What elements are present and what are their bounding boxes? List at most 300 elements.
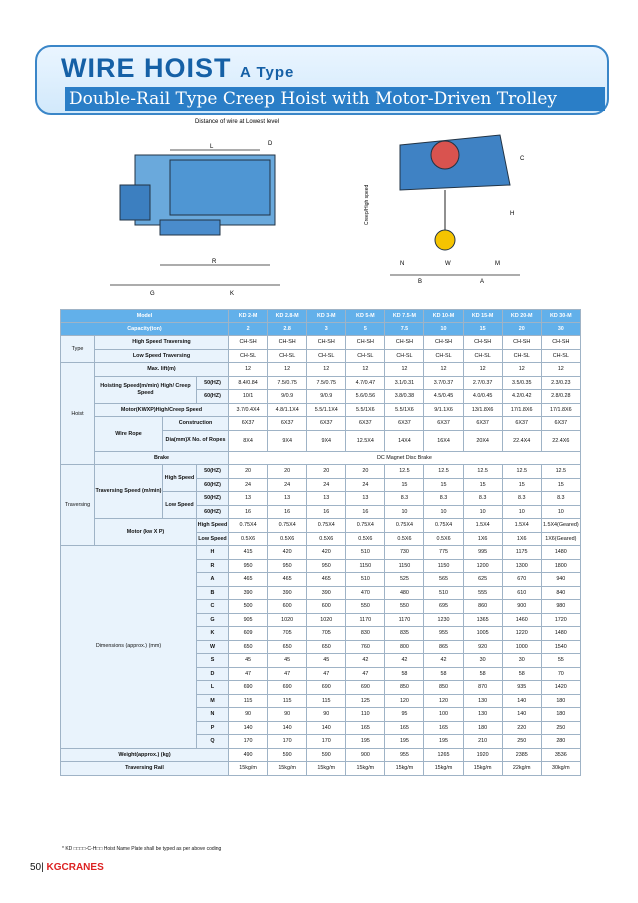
brand-logo: KGCRANES: [46, 862, 104, 873]
table-cell: 180: [541, 708, 580, 722]
table-cell: 13: [229, 492, 268, 506]
table-cell: 4.7/0.47: [346, 376, 385, 390]
creep-label: Creep/High speed: [364, 184, 370, 225]
table-row: [61, 748, 581, 762]
dim-key: S: [197, 654, 229, 668]
capacity-value: 3: [307, 323, 346, 336]
table-cell: 610: [502, 586, 541, 600]
table-cell: 4.5/0.45: [424, 390, 463, 404]
table-cell: 10: [502, 505, 541, 519]
table-cell: Low Speed Traversing: [95, 349, 229, 363]
table-cell: 42: [424, 654, 463, 668]
table-cell: 1X6(Geared): [541, 532, 580, 546]
table-cell: 12.5: [424, 465, 463, 479]
table-cell: 2.3/0.23: [541, 376, 580, 390]
table-cell: 870: [463, 681, 502, 695]
table-cell: 130: [463, 708, 502, 722]
table-cell: CH-SH: [307, 336, 346, 350]
table-cell: 24: [346, 478, 385, 492]
table-cell: 140: [268, 721, 307, 735]
table-cell: 7.5/0.75: [307, 376, 346, 390]
table-cell: Motor(KWXP)High/Creep Speed: [95, 403, 229, 417]
table-cell: 390: [307, 586, 346, 600]
table-cell: 955: [385, 748, 424, 762]
table-cell: 50(HZ): [197, 376, 229, 390]
table-cell: Brake: [95, 451, 229, 465]
model-name: KD 7.5-M: [385, 310, 424, 323]
table-cell: 13: [307, 492, 346, 506]
table-cell: 935: [502, 681, 541, 695]
table-cell: 0.5X6: [229, 532, 268, 546]
table-row: [61, 546, 581, 560]
table-cell: 12: [463, 363, 502, 377]
table-cell: 3.8/0.38: [385, 390, 424, 404]
table-cell: 905: [229, 613, 268, 627]
footer: 50| KGCRANES: [30, 862, 104, 873]
table-cell: 15: [541, 478, 580, 492]
table-cell: 90: [268, 708, 307, 722]
table-cell: 165: [424, 721, 463, 735]
table-cell: 690: [229, 681, 268, 695]
table-row: [61, 403, 581, 417]
table-cell: CH-SH: [541, 336, 580, 350]
table-cell: 12: [346, 363, 385, 377]
dim-key: D: [197, 667, 229, 681]
table-cell: 10: [424, 505, 463, 519]
table-cell: 6X37: [385, 417, 424, 431]
capacity-value: 30: [541, 323, 580, 336]
table-cell: 22.4X4: [502, 430, 541, 451]
table-cell: 120: [385, 694, 424, 708]
page-title: WIRE HOIST A Type: [61, 53, 295, 83]
table-cell: 6X37: [307, 417, 346, 431]
table-cell: CH-SL: [346, 349, 385, 363]
capacity-value: 5: [346, 323, 385, 336]
table-cell: 130: [463, 694, 502, 708]
table-cell: 58: [385, 667, 424, 681]
capacity-value: 20: [502, 323, 541, 336]
table-cell: 1265: [424, 748, 463, 762]
table-cell: 170: [229, 735, 268, 749]
table-cell: 0.75X4: [268, 519, 307, 533]
table-cell: 470: [346, 586, 385, 600]
table-cell: 8.3: [424, 492, 463, 506]
table-cell: 3.7/0.37: [424, 376, 463, 390]
table-cell: 24: [229, 478, 268, 492]
model-name: KD 20-M: [502, 310, 541, 323]
table-cell: 17/1.8X6: [502, 403, 541, 417]
table-cell: Motor (kw X P): [95, 519, 197, 546]
table-cell: 15: [463, 478, 502, 492]
table-cell: 20: [229, 465, 268, 479]
table-cell: Hoisting Speed(m/min) High/ Creep Speed: [95, 376, 197, 403]
table-cell: 0.75X4: [346, 519, 385, 533]
table-cell: 6X37: [229, 417, 268, 431]
table-cell: 250: [502, 735, 541, 749]
table-cell: CH-SL: [229, 349, 268, 363]
table-cell: 5.5/1X6: [346, 403, 385, 417]
table-cell: 16X4: [424, 430, 463, 451]
table-cell: 415: [229, 546, 268, 560]
table-cell: 60(HZ): [197, 478, 229, 492]
table-cell: 47: [268, 667, 307, 681]
table-cell: 165: [385, 721, 424, 735]
table-row: [61, 310, 581, 323]
table-row: [61, 323, 581, 336]
table-cell: 24: [268, 478, 307, 492]
table-cell: 58: [424, 667, 463, 681]
table-cell: 900: [502, 600, 541, 614]
table-cell: 12: [541, 363, 580, 377]
table-cell: 165: [346, 721, 385, 735]
table-cell: 15kg/m: [346, 762, 385, 776]
table-cell: DC Magnet Disc Brake: [229, 451, 581, 465]
capacity-header: Capacity(ton): [61, 323, 229, 336]
table-cell: 47: [307, 667, 346, 681]
table-cell: 13/1.8X6: [463, 403, 502, 417]
table-cell: 50(HZ): [197, 492, 229, 506]
table-cell: CH-SL: [268, 349, 307, 363]
hoist-drawing: [100, 115, 540, 300]
table-row: [61, 451, 581, 465]
table-cell: 15: [502, 478, 541, 492]
model-header: Model: [61, 310, 229, 323]
table-cell: Construction: [163, 417, 229, 431]
note: * KD □□□□-C-H□□ Hoist Name Plate shall be typed as per above coding: [62, 846, 222, 852]
dim-K: K: [230, 291, 235, 297]
table-cell: 15kg/m: [385, 762, 424, 776]
table-cell: 1150: [385, 559, 424, 573]
table-cell: 6X37: [541, 417, 580, 431]
model-name: KD 3-M: [307, 310, 346, 323]
table-cell: 45: [307, 654, 346, 668]
table-cell: 800: [385, 640, 424, 654]
table-cell: 8X4: [229, 430, 268, 451]
table-cell: 465: [268, 573, 307, 587]
table-cell: 9X4: [268, 430, 307, 451]
table-cell: 6X37: [502, 417, 541, 431]
table-cell: 1460: [502, 613, 541, 627]
table-cell: 830: [346, 627, 385, 641]
table-cell: 8.3: [463, 492, 502, 506]
table-cell: 3536: [541, 748, 580, 762]
table-cell: 760: [346, 640, 385, 654]
table-cell: 705: [307, 627, 346, 641]
table-cell: 42: [346, 654, 385, 668]
group-hoist: Hoist: [61, 363, 95, 465]
table-cell: 1540: [541, 640, 580, 654]
table-cell: 3.7/0.4X4: [229, 403, 268, 417]
table-cell: CH-SH: [268, 336, 307, 350]
table-cell: 565: [424, 573, 463, 587]
table-cell: 22kg/m: [502, 762, 541, 776]
table-cell: 47: [346, 667, 385, 681]
table-cell: CH-SH: [424, 336, 463, 350]
dim-C: C: [520, 156, 525, 162]
table-cell: 195: [385, 735, 424, 749]
table-cell: 12.5: [502, 465, 541, 479]
table-cell: 0.5X6: [346, 532, 385, 546]
table-cell: 280: [541, 735, 580, 749]
table-cell: 3.5/0.35: [502, 376, 541, 390]
table-cell: 480: [385, 586, 424, 600]
table-cell: Weight(approx.) (kg): [61, 748, 229, 762]
table-cell: 980: [541, 600, 580, 614]
table-cell: 60(HZ): [197, 505, 229, 519]
table-cell: Dia(mm)X No. of Ropes: [163, 430, 229, 451]
table-cell: 1300: [502, 559, 541, 573]
dim-L: L: [210, 144, 214, 150]
table-cell: 9X4: [307, 430, 346, 451]
table-cell: 0.5X6: [268, 532, 307, 546]
dim-key: K: [197, 627, 229, 641]
table-cell: 1150: [424, 559, 463, 573]
dim-key: W: [197, 640, 229, 654]
table-cell: 0.75X4: [385, 519, 424, 533]
table-cell: 465: [307, 573, 346, 587]
group-type: Type: [61, 336, 95, 363]
table-cell: 510: [424, 586, 463, 600]
table-cell: 9/0.9: [268, 390, 307, 404]
table-cell: 1800: [541, 559, 580, 573]
table-cell: 695: [424, 600, 463, 614]
table-cell: 1230: [424, 613, 463, 627]
table-cell: 0.75X4: [307, 519, 346, 533]
table-cell: 1150: [346, 559, 385, 573]
model-name: KD 2.8-M: [268, 310, 307, 323]
table-cell: 14X4: [385, 430, 424, 451]
table-cell: CH-SH: [385, 336, 424, 350]
table-row: [61, 465, 581, 479]
table-cell: 650: [268, 640, 307, 654]
table-cell: CH-SL: [424, 349, 463, 363]
table-cell: 2.8/0.28: [541, 390, 580, 404]
table-cell: 24: [307, 478, 346, 492]
table-cell: 30: [463, 654, 502, 668]
dim-G: G: [150, 291, 155, 297]
table-cell: 20X4: [463, 430, 502, 451]
table-cell: 60(HZ): [197, 390, 229, 404]
table-cell: 47: [229, 667, 268, 681]
table-cell: 12: [502, 363, 541, 377]
table-cell: Traversing Rail: [61, 762, 229, 776]
table-cell: 1480: [541, 627, 580, 641]
table-cell: 1170: [385, 613, 424, 627]
model-name: KD 10-M: [424, 310, 463, 323]
table-cell: 690: [307, 681, 346, 695]
table-cell: 1X6: [502, 532, 541, 546]
table-cell: 16: [307, 505, 346, 519]
table-cell: 6X37: [463, 417, 502, 431]
table-cell: 835: [385, 627, 424, 641]
group-traversing: Traversing: [61, 465, 95, 546]
table-cell: 7.5/0.75: [268, 376, 307, 390]
table-cell: 850: [385, 681, 424, 695]
table-cell: 115: [268, 694, 307, 708]
table-cell: 12.5X4: [346, 430, 385, 451]
table-cell: 2385: [502, 748, 541, 762]
table-cell: CH-SH: [502, 336, 541, 350]
dim-M: M: [495, 261, 500, 267]
table-cell: 140: [502, 694, 541, 708]
table-cell: 115: [307, 694, 346, 708]
dim-key: G: [197, 613, 229, 627]
table-cell: 170: [307, 735, 346, 749]
table-cell: 12.5: [541, 465, 580, 479]
page-subtitle: Double-Rail Type Creep Hoist with Motor-Driven Trolley: [65, 87, 605, 111]
model-name: KD 30-M: [541, 310, 580, 323]
table-cell: 900: [346, 748, 385, 762]
table-cell: 2.7/0.37: [463, 376, 502, 390]
table-cell: 6X37: [424, 417, 463, 431]
table-cell: CH-SH: [229, 336, 268, 350]
table-cell: High Speed Traversing: [95, 336, 229, 350]
table-cell: 16: [268, 505, 307, 519]
dim-B: B: [418, 279, 423, 285]
table-cell: Traversing Speed (m/min): [95, 465, 163, 519]
table-cell: 0.5X6: [385, 532, 424, 546]
table-cell: 125: [346, 694, 385, 708]
table-cell: 12.5: [463, 465, 502, 479]
spec-table: [60, 309, 581, 776]
dim-key: A: [197, 573, 229, 587]
table-cell: 730: [385, 546, 424, 560]
table-cell: Wire Rope: [95, 417, 163, 452]
table-cell: 12.5: [385, 465, 424, 479]
table-cell: 15kg/m: [424, 762, 463, 776]
dim-key: R: [197, 559, 229, 573]
table-cell: 0.75X4: [229, 519, 268, 533]
table-cell: Max. lift(m): [95, 363, 229, 377]
table-cell: CH-SH: [346, 336, 385, 350]
table-cell: 20: [346, 465, 385, 479]
table-cell: 850: [424, 681, 463, 695]
table-cell: 0.5X6: [424, 532, 463, 546]
dim-R: R: [212, 259, 217, 265]
dim-key: Q: [197, 735, 229, 749]
table-cell: 4.8/1.1X4: [268, 403, 307, 417]
table-cell: 600: [268, 600, 307, 614]
table-cell: 1000: [502, 640, 541, 654]
table-cell: 180: [463, 721, 502, 735]
table-cell: 490: [229, 748, 268, 762]
table-cell: 15kg/m: [268, 762, 307, 776]
table-cell: 140: [502, 708, 541, 722]
table-cell: 195: [424, 735, 463, 749]
table-cell: High Speed: [197, 519, 229, 533]
table-cell: 195: [346, 735, 385, 749]
table-cell: 58: [463, 667, 502, 681]
table-cell: 1420: [541, 681, 580, 695]
table-cell: 16: [229, 505, 268, 519]
dim-key: C: [197, 600, 229, 614]
table-cell: 1220: [502, 627, 541, 641]
table-cell: CH-SL: [385, 349, 424, 363]
table-row: [61, 519, 581, 533]
table-cell: 3.1/0.31: [385, 376, 424, 390]
table-row: [61, 376, 581, 390]
table-cell: 22.4X6: [541, 430, 580, 451]
model-name: KD 15-M: [463, 310, 502, 323]
title-banner: [35, 45, 609, 115]
table-cell: 12: [385, 363, 424, 377]
table-cell: 12: [229, 363, 268, 377]
table-cell: 140: [229, 721, 268, 735]
table-cell: 30: [502, 654, 541, 668]
table-cell: 15: [385, 478, 424, 492]
table-cell: 650: [307, 640, 346, 654]
table-cell: 8.3: [502, 492, 541, 506]
table-cell: 625: [463, 573, 502, 587]
capacity-value: 15: [463, 323, 502, 336]
dim-key: H: [197, 546, 229, 560]
table-cell: 1X6: [463, 532, 502, 546]
table-cell: 670: [502, 573, 541, 587]
table-cell: 1.5X4(Geared): [541, 519, 580, 533]
table-cell: 420: [268, 546, 307, 560]
table-cell: 1480: [541, 546, 580, 560]
table-cell: 12: [307, 363, 346, 377]
table-cell: 775: [424, 546, 463, 560]
capacity-value: 10: [424, 323, 463, 336]
table-cell: 4.0/0.45: [463, 390, 502, 404]
table-cell: 15: [424, 478, 463, 492]
table-cell: 995: [463, 546, 502, 560]
table-cell: 8.4/0.84: [229, 376, 268, 390]
table-cell: 0.75X4: [424, 519, 463, 533]
table-cell: 8.3: [385, 492, 424, 506]
table-cell: 550: [346, 600, 385, 614]
table-cell: 950: [307, 559, 346, 573]
table-cell: 950: [229, 559, 268, 573]
table-cell: 13: [346, 492, 385, 506]
table-cell: 8.3: [541, 492, 580, 506]
table-cell: 950: [268, 559, 307, 573]
table-cell: 940: [541, 573, 580, 587]
table-cell: 420: [307, 546, 346, 560]
model-name: KD 2-M: [229, 310, 268, 323]
table-cell: 170: [268, 735, 307, 749]
table-cell: 590: [307, 748, 346, 762]
table-cell: 1920: [463, 748, 502, 762]
table-cell: 6X37: [268, 417, 307, 431]
table-cell: 550: [385, 600, 424, 614]
table-cell: CH-SL: [463, 349, 502, 363]
table-row: [61, 349, 581, 363]
capacity-value: 2.8: [268, 323, 307, 336]
dim-key: M: [197, 694, 229, 708]
capacity-value: 7.5: [385, 323, 424, 336]
table-cell: 95: [385, 708, 424, 722]
table-cell: 13: [268, 492, 307, 506]
table-cell: 390: [229, 586, 268, 600]
table-row: [61, 336, 581, 350]
dim-key: P: [197, 721, 229, 735]
table-cell: 58: [502, 667, 541, 681]
table-cell: 510: [346, 573, 385, 587]
table-cell: 1170: [346, 613, 385, 627]
table-cell: 5.5/1X6: [385, 403, 424, 417]
table-row: [61, 363, 581, 377]
table-cell: 690: [268, 681, 307, 695]
table-cell: CH-SL: [502, 349, 541, 363]
table-cell: 865: [424, 640, 463, 654]
table-cell: 650: [229, 640, 268, 654]
table-cell: 860: [463, 600, 502, 614]
table-cell: 510: [346, 546, 385, 560]
table-cell: 9/1.1X6: [424, 403, 463, 417]
dim-W: W: [445, 261, 451, 267]
